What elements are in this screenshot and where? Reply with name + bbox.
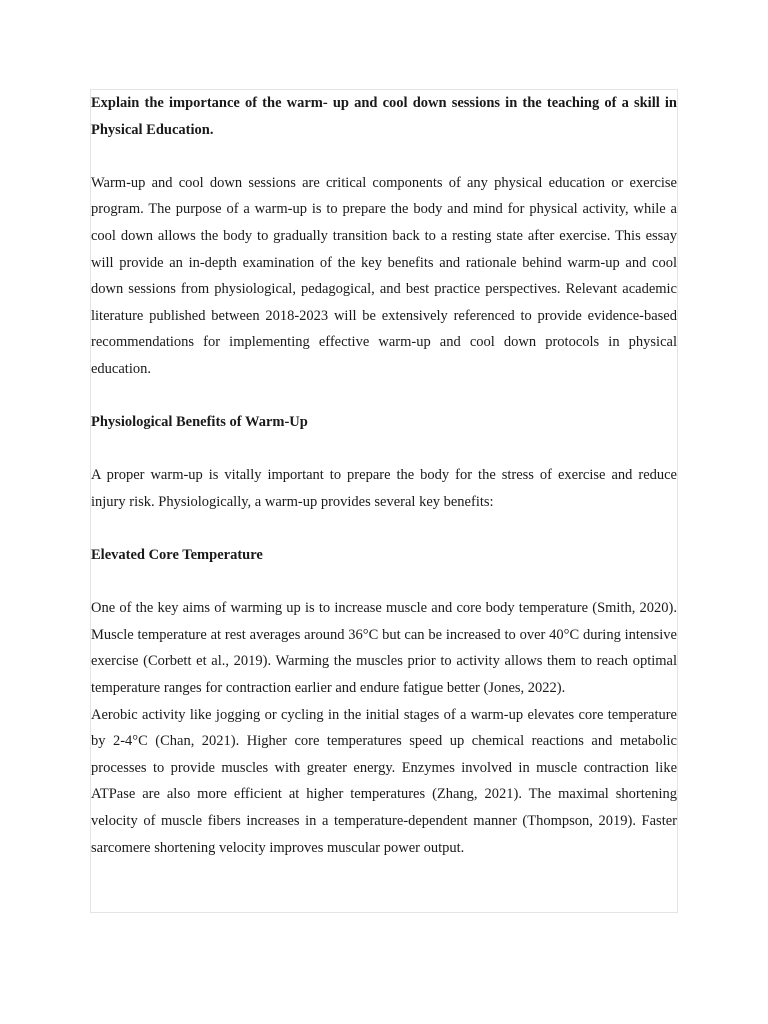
spacer <box>91 436 677 463</box>
spacer <box>91 143 677 170</box>
spacer <box>91 383 677 410</box>
section-heading-physiological-benefits: Physiological Benefits of Warm-Up <box>91 414 308 431</box>
spacer <box>91 516 677 543</box>
section-intro-paragraph: A proper warm-up is vitally important to prepare the body for the stress of exercise and reduce injury risk. Physiologically, a warm-up provides several key benefits: <box>91 467 677 510</box>
intro-paragraph: Warm-up and cool down sessions are critical components of any physical education or exercise program. The purpose of a warm-up is to prepare the body and mind for physical activity, while a cool down allows the body to gradually transition back to a resting state after exercise. This essay will provide an in-depth examination of the key benefits and rationale behind warm-up and cool down sessions from physiological, pedagogical, and best practice perspectives. Relevant academic literature published between 2018-2023 will be extensively referenced to provide evidence-based recommendations for implementing effective warm-up and cool down protocols in physical education. <box>91 174 677 377</box>
question-heading: Explain the importance of the warm- up and cool down sessions in the teaching of a skill in Physical Education. <box>91 95 677 138</box>
document-body <box>91 90 677 861</box>
subsection-heading-core-temperature: Elevated Core Temperature <box>91 547 263 564</box>
core-temperature-paragraph-1: One of the key aims of warming up is to increase muscle and core body temperature (Smith, 2020). Muscle temperature at rest averages around 36°C but can be increased to over 40°C during intensive exercise (Corbett et al., 2019). Warming the muscles prior to activity allows them to reach optimal temperature ranges for contraction earlier and endure fatigue better (Jones, 2022). <box>91 600 677 697</box>
spacer <box>91 569 677 596</box>
core-temperature-paragraph-2: Aerobic activity like jogging or cycling in the initial stages of a warm-up elevates core temperature by 2-4°C (Chan, 2021). Higher core temperatures speed up chemical reactions and metabolic processes to provide muscles with greater energy. Enzymes involved in muscle contraction like ATPase are also more efficient at higher temperatures (Zhang, 2021). The maximal shortening velocity of muscle fibers increases in a temperature-dependent manner (Thompson, 2019). Faster sarcomere shortening velocity improves muscular power output. <box>91 706 677 856</box>
